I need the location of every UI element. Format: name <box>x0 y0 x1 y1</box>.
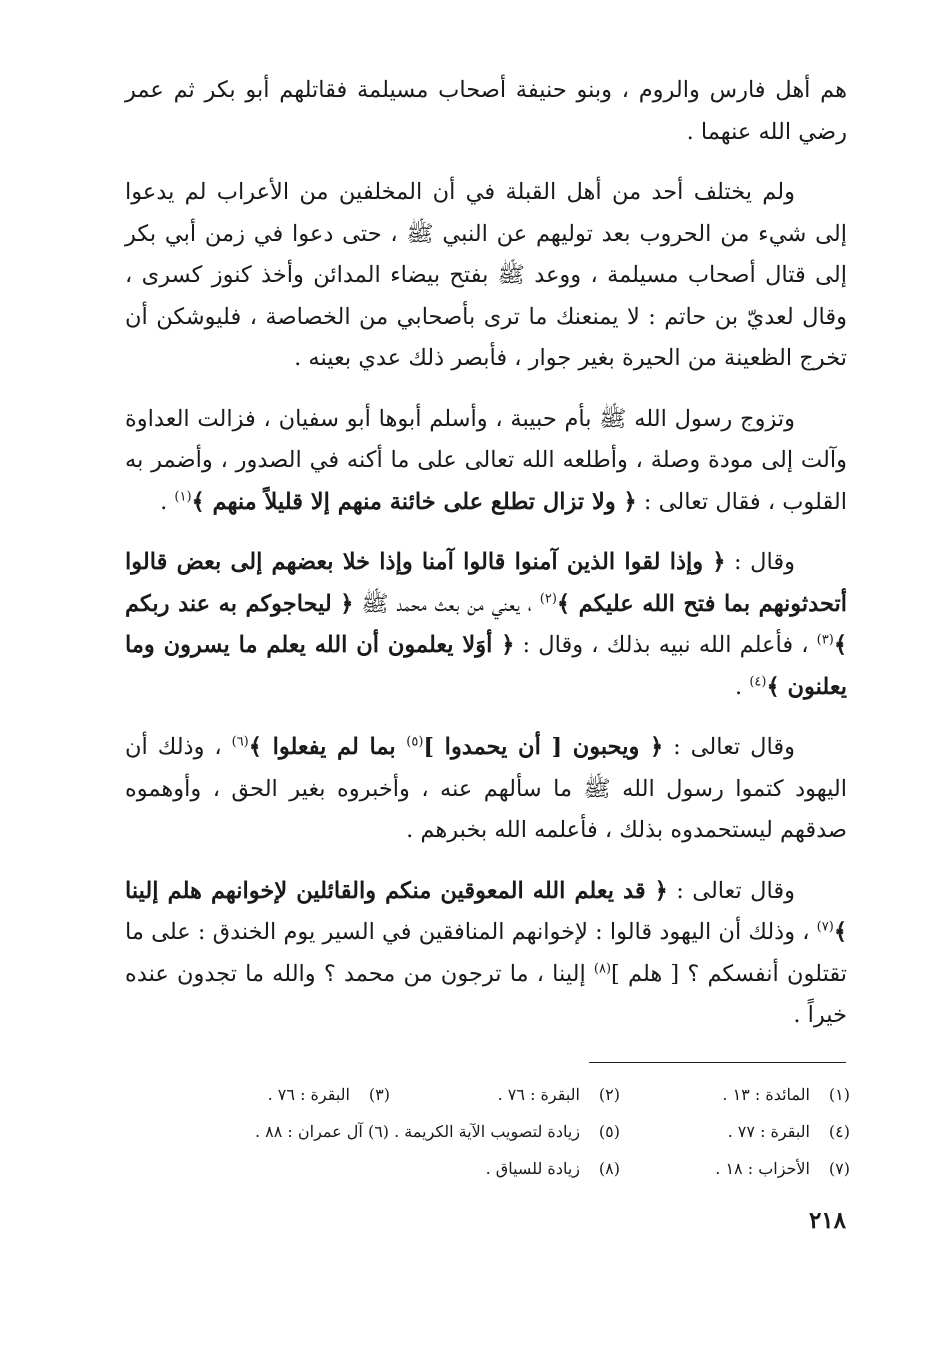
footnote <box>620 1076 850 1113</box>
paragraph <box>125 172 847 380</box>
footnote-number: (٣) <box>368 1085 390 1104</box>
footnote-number: (١) <box>828 1085 850 1104</box>
footnote-text: المائدة : ١٣ . <box>722 1085 810 1104</box>
text-segment: ، وذلك أن اليهود كتموا رسول الله ﷺ ما سألهم عنه ، وأخبروه بغير الحق ، وأوهموه صدقهم ليستحمدوه بذلك ، فأعلمه الله بخبرهم . <box>125 734 847 843</box>
paragraph <box>125 399 847 524</box>
footnote <box>390 1150 620 1187</box>
footnote-ref[interactable]: (٤) <box>749 674 767 689</box>
footnote-number: (٤) <box>828 1122 850 1141</box>
text-segment: ، وذلك أن اليهود قالوا : لإخوانهم المنافقين في السير يوم الخندق : على ما تقتلون أنفسكم ؟ [ هلم ] <box>125 919 847 987</box>
footnote-ref[interactable]: (٧) <box>816 919 834 935</box>
paragraph <box>125 727 847 852</box>
text-segment: وقال تعالى : <box>667 877 795 904</box>
footnote <box>390 1076 620 1113</box>
footnote-number: (٢) <box>598 1085 620 1104</box>
paragraph <box>125 70 847 153</box>
text-segment: ، فأعلم الله نبيه بذلك ، وقال : <box>514 632 817 658</box>
text-segment: هم أهل فارس والروم ، وبنو حنيفة أصحاب مسيلمة فقاتلهم أبو بكر ثم عمر رضي الله عنهما . <box>125 77 847 145</box>
footnote-ref[interactable]: (٥) <box>406 734 424 750</box>
footnote-text: البقرة : ٧٧ . <box>727 1122 810 1141</box>
footnote-separator <box>589 1062 846 1063</box>
footnote-number: (٨) <box>598 1159 620 1178</box>
paragraph <box>125 871 847 1037</box>
page-number: ٢١٨ <box>808 1207 846 1234</box>
footnote-row <box>160 1113 850 1150</box>
footnote-ref[interactable]: (١) <box>174 489 192 504</box>
text-segment: وتزوج رسول الله ﷺ بأم حبيبة ، وأسلم أبوها أبو سفيان ، فزالت العداوة وآلت إلى مودة وصلة ، وأطلعه الله تعالى على ما أكنه في الصدور ، وأضمر به القلوب ، فقال تعالى : <box>125 405 847 515</box>
footnote-row <box>160 1076 850 1113</box>
footnote-number: (٧) <box>828 1159 850 1178</box>
quran-quote: ﴿ ولا تزال تطلع على خائنة منهم إلا قليلاً منهم ﴾ <box>191 488 637 515</box>
footnote-text: زيادة للسياق . <box>485 1159 580 1178</box>
footnote <box>160 1113 620 1150</box>
footnote-ref[interactable]: (٨) <box>593 961 612 976</box>
paragraph <box>125 542 847 708</box>
quran-quote: ﴿ ليحاجوكم به عند ربكم ﴾ <box>125 590 847 658</box>
footnote-ref[interactable]: (٢) <box>539 591 557 606</box>
text-segment: . <box>160 488 175 515</box>
footnote <box>620 1113 850 1150</box>
text-segment: . <box>735 673 750 700</box>
text-segment: ، يعني من بعث محمد ﷺ <box>353 590 540 617</box>
quran-quote: ﴿ أوَلا يعلمون أن الله يعلم ما يسرون وما يعلنون ﴾ <box>125 632 847 700</box>
quran-quote: ﴿ وإذا لقوا الذين آمنوا قالوا آمنا وإذا خلا بعضهم إلى بعض قالوا أتحدثونهم بما فتح الله عليكم ﴾ <box>125 549 848 617</box>
text-segment: إلينا ، ما ترجون من محمد ؟ والله ما تجدون عنده خيراً . <box>125 960 847 1028</box>
text-segment: وقال تعالى : <box>663 734 796 760</box>
quran-quote: ﴿ ويحبون [ أن يحمدوا ] <box>423 734 664 760</box>
quran-quote: ﴿ قد يعلم الله المعوقين منكم والقائلين لإخوانهم هلم إلينا ﴾ <box>125 877 847 945</box>
footnote-ref[interactable]: (٦) <box>231 734 249 750</box>
footnote-ref[interactable]: (٣) <box>816 632 834 648</box>
footnote-text: البقرة : ٧٦ . <box>497 1085 580 1104</box>
footnote-text: زيادة لتصويب الآية الكريمة . (٦) آل عمران : ٨٨ . <box>254 1122 580 1141</box>
footnote-text: البقرة : ٧٦ . <box>267 1085 350 1104</box>
footnote-text: الأحزاب : ١٨ . <box>715 1159 810 1178</box>
footnote-row <box>160 1150 850 1187</box>
main-text <box>125 70 847 1056</box>
footnote <box>620 1150 850 1187</box>
footnote <box>160 1076 390 1113</box>
text-segment: ولم يختلف أحد من أهل القبلة في أن المخلفين من الأعراب لم يدعوا إلى شيء من الحروب بعد توليهم عن النبي ﷺ ، حتى دعوا في زمن أبي بكر إلى قتال أصحاب مسيلمة ، ووعد ﷺ بفتح بيضاء المدائن وأخذ كنوز كسرى ، وقال لعديّ بن حاتم : لا يمنعنك ما ترى بأصحابي من الخصاصة ، فليوشكن أن تخرج الظعينة من الحيرة بغير جوار ، فأبصر ذلك عدي بعينه . <box>125 179 847 371</box>
text-segment: وقال : <box>725 549 795 575</box>
footnote-number: (٥) <box>598 1122 620 1141</box>
quran-quote: بما لم يفعلوا ﴾ <box>248 734 407 760</box>
footnotes <box>160 1076 850 1187</box>
